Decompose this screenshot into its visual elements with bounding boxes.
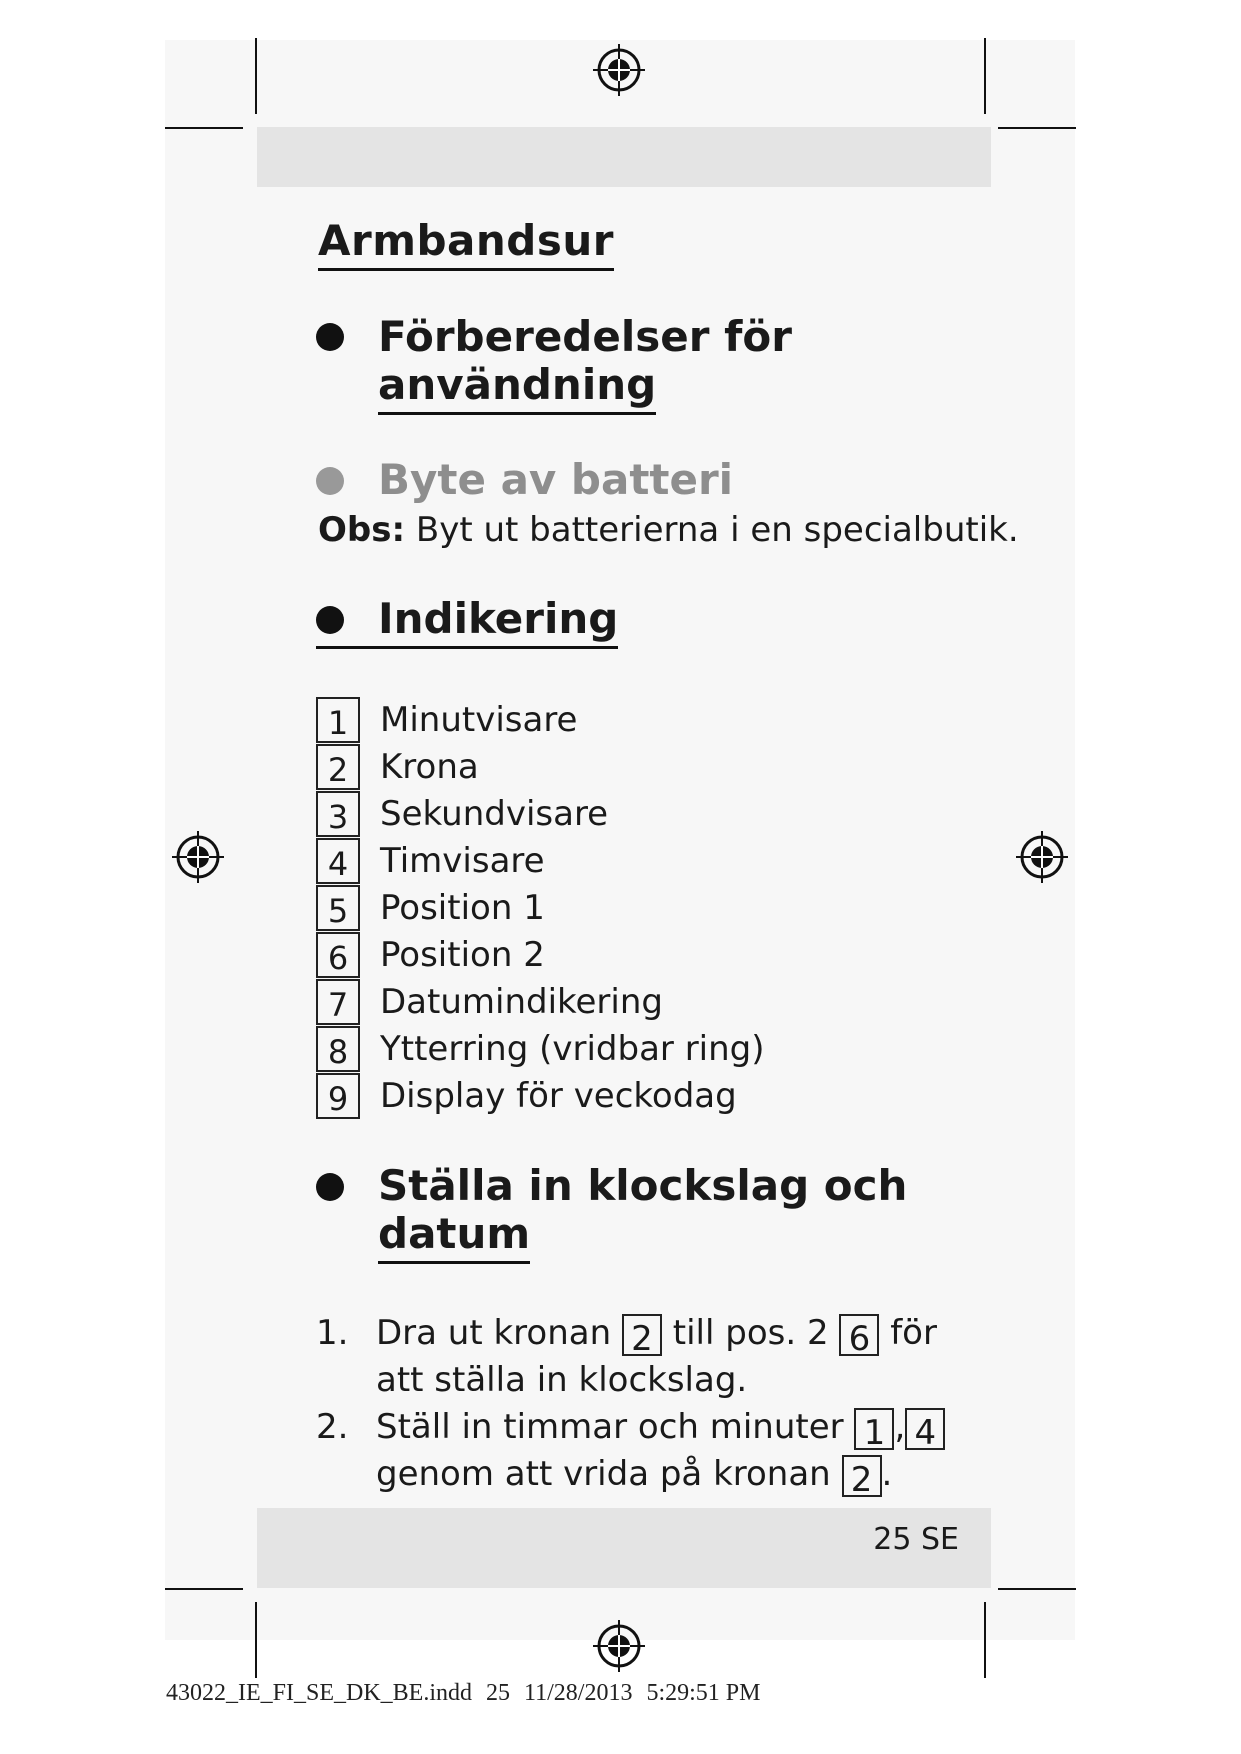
section-heading-battery: Byte av batteri [378,455,734,504]
list-item: 1 Minutvisare [316,697,577,743]
list-item: 8 Ytterring (vridbar ring) [316,1026,765,1072]
battery-note: Obs: Byt ut batterierna i en specialbutik. [318,510,1019,550]
list-item: 5 Position 1 [316,885,545,931]
crop-mark [255,1602,257,1678]
ref-box: 2 [842,1455,882,1497]
crop-mark [165,1588,243,1590]
instruction-step-1: 1. Dra ut kronan 2 till pos. 2 6 för att ställa in klockslag. [316,1313,937,1400]
bullet-icon [316,323,344,351]
crop-mark [255,38,257,114]
registration-mark-icon [1014,829,1070,885]
ref-box: 1 [854,1408,894,1450]
crop-mark [984,1602,986,1678]
ref-box: 4 [905,1408,945,1450]
ref-box: 2 [622,1314,662,1356]
list-item: 4 Timvisare [316,838,545,884]
crop-mark [998,127,1076,129]
section-heading-setting: Ställa in klockslag och datum [378,1162,907,1258]
print-slug: 43022_IE_FI_SE_DK_BE.indd 25 11/28/2013 5:29:51 PM [166,1680,761,1706]
list-item: 7 Datumindikering [316,979,663,1025]
crop-mark [984,38,986,114]
page-number: 25 SE [873,1522,959,1557]
list-item: 3 Sekundvisare [316,791,608,837]
header-band [257,127,991,187]
section-heading-indikering: Indikering [316,595,618,643]
bullet-icon [316,1173,344,1201]
registration-mark-icon [591,1618,647,1674]
registration-mark-icon [170,829,226,885]
crop-mark [998,1588,1076,1590]
list-item: 9 Display för veckodag [316,1073,737,1119]
section-heading-prep: Förberedelser för användning [378,313,792,409]
bullet-icon [316,467,344,495]
instruction-step-2: 2. Ställ in timmar och minuter 1 , 4 genom att vrida på kronan 2 . [316,1404,945,1498]
registration-mark-icon [591,42,647,98]
list-item: 6 Position 2 [316,932,545,978]
page-title: Armbandsur [318,218,614,271]
crop-mark [165,127,243,129]
list-item: 2 Krona [316,744,479,790]
ref-box: 6 [839,1314,879,1356]
